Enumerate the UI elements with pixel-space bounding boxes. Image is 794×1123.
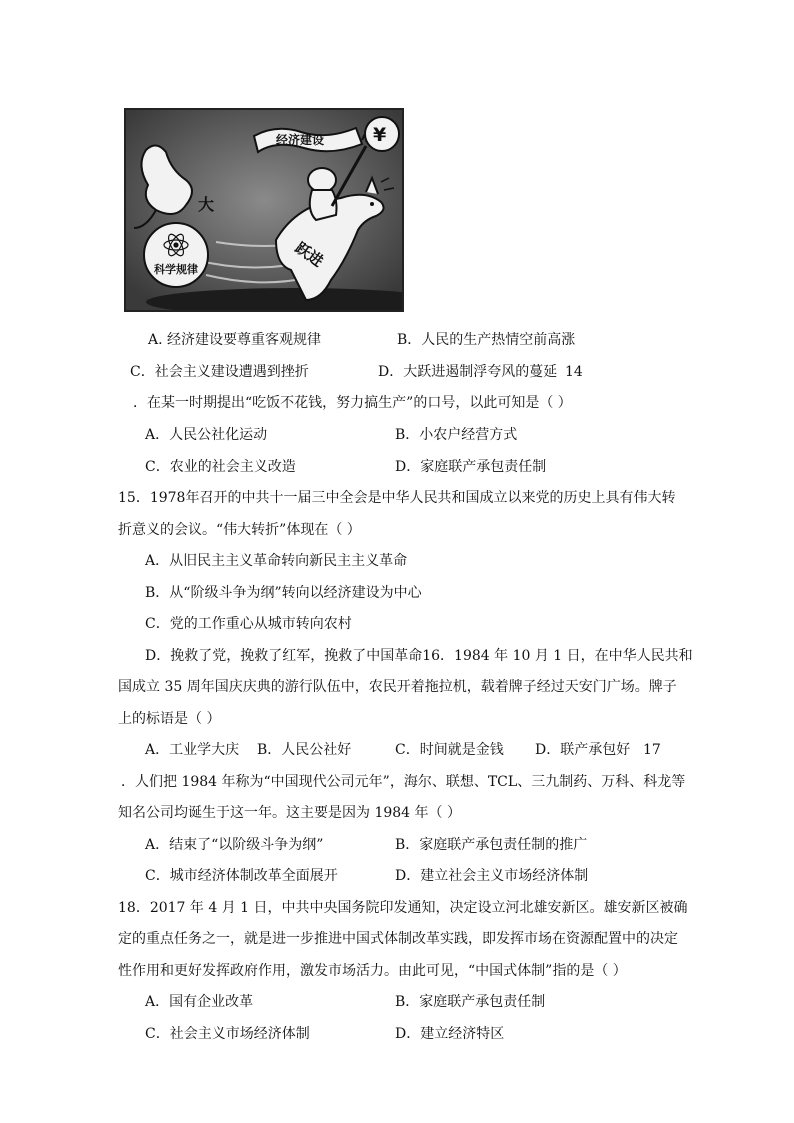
option-c: C．城市经济体制改革全面展开 [145,868,338,884]
question-stem: 国成立 35 周年国庆庆典的游行队伍中，农民开着拖拉机，载着牌子经过天安门广场。牌子 [118,679,677,695]
question-stem: 折意义的会议。“伟大转折”体现在（ ） [118,522,361,538]
option-c: C．社会主义市场经济体制 [145,1026,310,1042]
option-d: D．建立社会主义市场经济体制 [395,868,589,884]
question-stem: 15．1978年召开的中共十一届三中全会是中华人民共和国成立以来党的历史上具有伟大转 [118,490,676,506]
cartoon-drawing [126,110,402,310]
question-stem: 上的标语是（ ） [118,711,221,727]
question-number: 17 [643,742,661,758]
option-d: D．挽救了党，挽救了红军，挽救了中国革命16．1984 年 10 月 1 日，在中华人民共和 [145,648,693,664]
jump-label: 跃进 [291,238,327,271]
ghost-label: 大 [198,195,215,214]
question-stem: 性作用和更好发挥政府作用，激发市场活力。由此可见，“中国式体制”指的是（ ） [118,963,627,979]
option-b: B．人民的生产热情空前高涨 [397,332,576,348]
option-d: D．联产承包好 [535,742,631,758]
question-stem: 定的重点任务之一，就是进一步推进中国式体制改革实践，即发挥市场在资源配置中的决定 [118,931,678,947]
option-a: A．从旧民主主义革命转向新民主主义革命 [145,553,408,569]
question-number: 14 [565,364,583,380]
cartoon-illustration [124,108,404,312]
question-stem: ．人们把 1984 年称为“中国现代公司元年”，海尔、联想、TCL、三九制药、万科、科龙等 [121,774,686,790]
science-ball-label: 科学规律 [154,263,198,276]
option-d: D．建立经济特区 [395,1026,505,1042]
option-b: B．人民公社好 [257,742,352,758]
question-stem: 18．2017 年 4 月 1 日，中共中央国务院印发通知，决定设立河北雄安新区。雄安新区被确 [118,900,688,916]
banner-label: 经济建设 [276,133,325,147]
option-b: B．家庭联产承包责任制 [395,994,546,1010]
option-a: A．结束了“以阶级斗争为纲” [145,837,324,853]
option-a: A．工业学大庆 [145,742,240,758]
option-c: C．农业的社会主义改造 [145,459,296,475]
option-c: C．党的工作重心从城市转向农村 [145,616,352,632]
option-a: A．国有企业改革 [145,994,254,1010]
option-b: B．从“阶级斗争为纲”转向以经济建设为中心 [145,585,422,601]
option-a: A．人民公社化运动 [145,427,268,443]
option-d: D．家庭联产承包责任制 [395,459,547,475]
question-stem: 知名公司均诞生于这一年。这主要是因为 1984 年（ ） [118,805,461,821]
option-c: C．时间就是金钱 [395,742,504,758]
science-ball-icon [144,223,208,287]
option-b: B．小农户经营方式 [395,427,518,443]
option-b: B．家庭联产承包责任制的推广 [395,837,588,853]
question-stem: ．在某一时期提出“吃饭不花钱，努力搞生产”的口号，以此可知是（ ） [133,395,572,411]
option-c: C．社会主义建设遭遇到挫折 [130,364,309,380]
option-a: A. 经济建设要尊重客观规律 [148,332,322,348]
coin-symbol: ¥ [373,124,387,146]
option-d: D．大跃进遏制浮夸风的蔓延 [378,364,558,380]
